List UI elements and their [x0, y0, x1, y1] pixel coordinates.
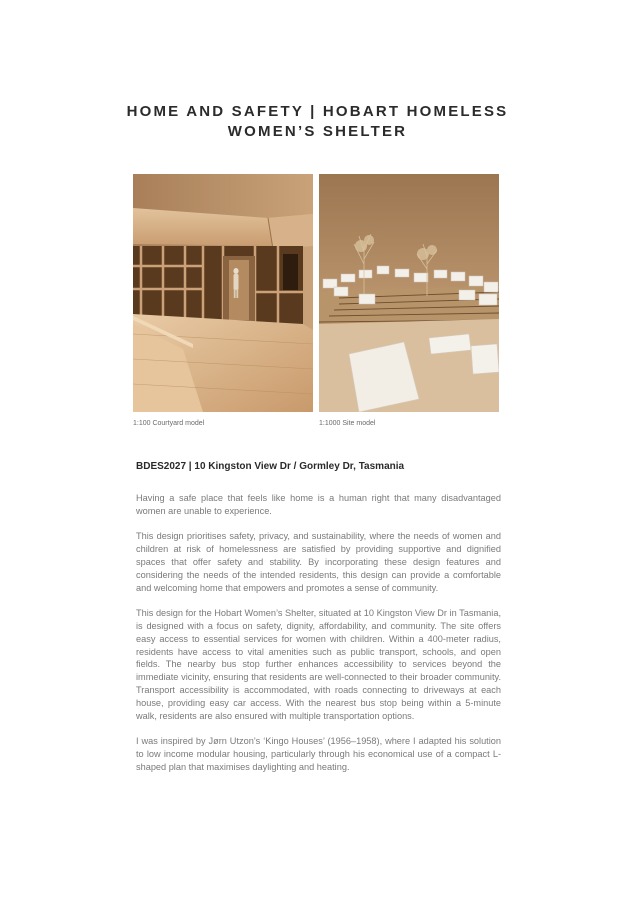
paragraph-site-description: This design for the Hobart Women’s Shelter, situated at 10 Kingston View Dr in Tasmania, is designed with a focus on safety, dignity, affordability, and community. The site offers easy access to essential services for women with children. Within a 400-meter radius, residents have access to vital amenities such as public transport, schools, and open fields. The nearby bus stop further enhances accessibility to services beyond the immediate vicinity, ensuring that residents are well-connected to their broader community. Transport accessibility is accommodated, with roads connecting to driveways at each house, providing easy car access. With the nearest bus stop being within a 5-minute walk, residents are also ensured with multiple transportation options.	[136, 608, 501, 721]
paragraph-intro: Having a safe place that feels like home is a human right that many disadvantaged women are unable to experience.	[136, 493, 501, 516]
paragraph-inspiration: I was inspired by Jørn Utzon’s ‘Kingo Houses’ (1956–1958), where I adapted his solution to low income modular housing, particularly through his economical use of a compact L-shaped plan that maximises daylighting and heating.	[136, 736, 501, 772]
site-model-photo	[319, 174, 499, 412]
site-model-caption: 1:1000 Site model	[319, 420, 376, 427]
paragraph-design-priorities: This design prioritises safety, privacy, and sustainability, where the needs of women and children at risk of homelessness are satisfied by providing supportive and dignified spaces that offer safety and stability. By incorporating these design features and considering the needs of the intended residents, this design can provide a comfortable and welcoming home that empowers and promotes a sense of community.	[136, 531, 501, 593]
project-subheading: BDES2027 | 10 Kingston View Dr / Gormley Dr, Tasmania	[136, 461, 405, 472]
courtyard-model-photo	[133, 174, 313, 412]
body-text	[136, 492, 501, 786]
title-line-1: HOME AND SAFETY | HOBART HOMELESS	[126, 103, 509, 120]
page-title	[0, 102, 635, 142]
courtyard-model-caption: 1:100 Courtyard model	[133, 420, 205, 427]
title-line-2: WOMEN’S SHELTER	[227, 123, 408, 140]
